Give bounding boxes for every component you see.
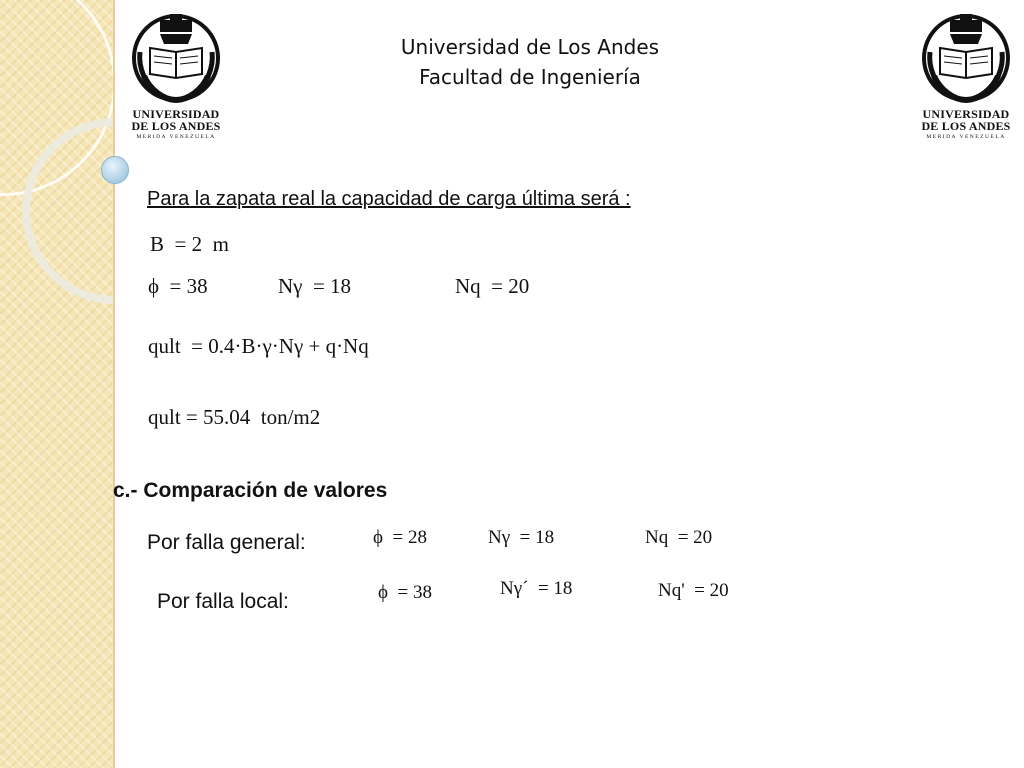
logo-name-line2: DE LOS ANDES: [131, 119, 221, 133]
eq-phi-value: ϕ = 38: [148, 274, 208, 298]
general-ngamma-value: Nγ = 18: [488, 527, 555, 548]
general-failure-label: Por falla general:: [147, 531, 306, 554]
logo-location: MERIDA VENEZUELA: [136, 134, 216, 140]
local-nq-value: Nq' = 20: [658, 580, 729, 601]
general-phi-value: ϕ = 28: [373, 527, 427, 548]
university-crest-icon: [130, 12, 222, 108]
eq-ngamma-value: Nγ = 18: [278, 274, 352, 298]
logo-location: MERIDA VENEZUELA: [926, 134, 1006, 140]
eq-b-value: B = 2 m: [150, 232, 229, 256]
local-ngamma-value: Nγ´ = 18: [500, 578, 573, 599]
decorative-sidebar: [0, 0, 115, 768]
logo-name-line2: DE LOS ANDES: [921, 119, 1011, 133]
local-phi-value: ϕ = 38: [378, 582, 432, 603]
university-crest-icon: [920, 12, 1012, 108]
slide-header: [330, 32, 730, 92]
logo-name-line1: UNIVERSIDAD: [922, 107, 1010, 121]
eq-qult-formula: qult = 0.4·B·γ·Nγ + q·Nq: [148, 334, 369, 358]
logo-name-line1: UNIVERSIDAD: [132, 107, 220, 121]
intro-text: Para la zapata real la capacidad de carga última será :: [147, 188, 631, 210]
general-nq-value: Nq = 20: [645, 527, 713, 548]
university-logo-right: [918, 12, 1014, 140]
eq-qult-result: qult = 55.04 ton/m2: [148, 405, 321, 429]
faculty-name: Facultad de Ingeniería: [419, 65, 641, 89]
university-name: Universidad de Los Andes: [400, 35, 660, 59]
decorative-dot: [101, 156, 129, 184]
eq-nq-value: Nq = 20: [455, 274, 530, 298]
university-logo-left: [128, 12, 224, 140]
local-failure-label: Por falla local:: [157, 590, 289, 613]
section-title: c.- Comparación de valores: [113, 479, 388, 502]
